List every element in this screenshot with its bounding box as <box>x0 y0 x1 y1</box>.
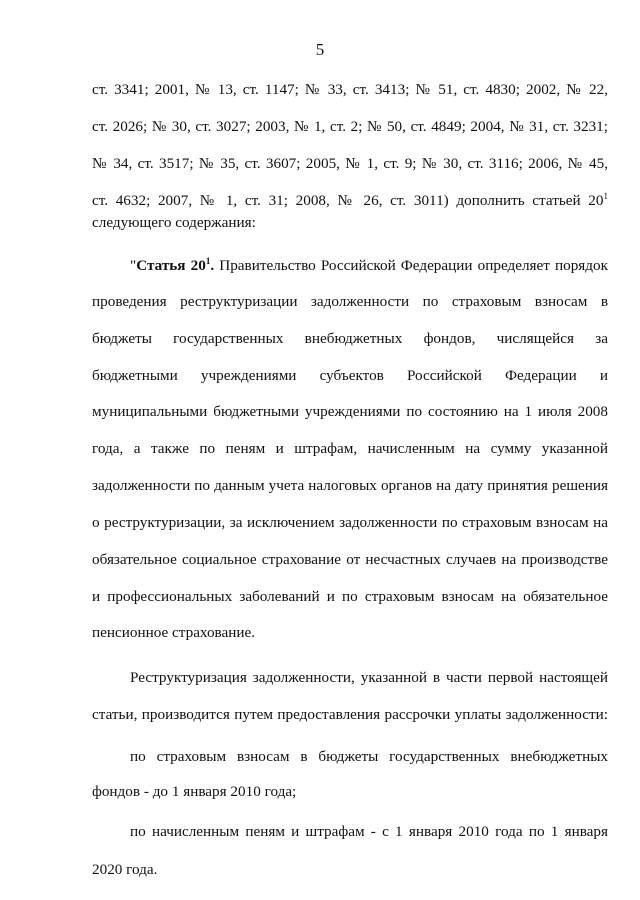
text-line <box>92 191 608 211</box>
text-line: обязательное социальное страхование от несчастных случаев на производстве <box>92 551 608 568</box>
text-line: следующего содержания: <box>92 214 256 231</box>
text-line: ст. 3341; 2001, № 13, ст. 1147; № 33, ст. 3413; № 51, ст. 4830; 2002, № 22, <box>92 81 608 98</box>
text-line: о реструктуризации, за исключением задолженности по страховым взносам на <box>92 514 608 531</box>
text-line: по начисленным пеням и штрафам - с 1 января 2010 года по 1 января <box>130 823 608 840</box>
text-line: Реструктуризация задолженности, указанной в части первой настоящей <box>130 669 608 686</box>
text-line: года, а также по пеням и штрафам, начисленным на сумму указанной <box>92 440 608 457</box>
article-title-dot: . <box>210 257 215 274</box>
text-line: проведения реструктуризации задолженности по страховым взносам в <box>92 293 608 310</box>
text-line: статьи, производится путем предоставления рассрочки уплаты задолженности: <box>92 706 608 723</box>
article-title-text: Статья 20 <box>136 257 206 274</box>
article-title <box>136 257 214 274</box>
text-line: и профессиональных заболеваний и по страховым взносам на обязательное <box>92 588 608 605</box>
text-line: бюджеты государственных внебюджетных фондов, числящейся за <box>92 330 608 347</box>
text-line: фондов - до 1 января 2010 года; <box>92 783 297 800</box>
text-line: 2020 года. <box>92 861 158 878</box>
text-line: ст. 2026; № 30, ст. 3027; 2003, № 1, ст. 2; № 50, ст. 4849; 2004, № 31, ст. 3231; <box>92 118 608 135</box>
text-line: по страховым взносам в бюджеты государственных внебюджетных <box>130 748 608 765</box>
page-number: 5 <box>315 40 325 59</box>
opening-quote: " <box>130 257 137 274</box>
superscript: 1 <box>603 190 608 201</box>
text-line: муниципальными бюджетными учреждениями по состоянию на 1 июля 2008 <box>92 403 608 420</box>
article-title-superscript: 1 <box>205 255 211 266</box>
text-segment: Правительство Российской Федерации определяет порядок <box>214 257 608 274</box>
text-line: бюджетными учреждениями субъектов Российской Федерации и <box>92 367 608 384</box>
text-line: пенсионное страхование. <box>92 624 256 641</box>
text-line: № 34, ст. 3517; № 35, ст. 3607; 2005, № 1, ст. 9; № 30, ст. 3116; 2006, № 45, <box>92 155 608 172</box>
text-line: задолженности по данным учета налоговых органов на дату принятия решения <box>92 477 608 494</box>
text-segment: ст. 4632; 2007, № 1, ст. 31; 2008, № 26, ст. 3011) дополнить статьей 20 <box>92 192 604 209</box>
article-heading-line <box>130 256 608 276</box>
